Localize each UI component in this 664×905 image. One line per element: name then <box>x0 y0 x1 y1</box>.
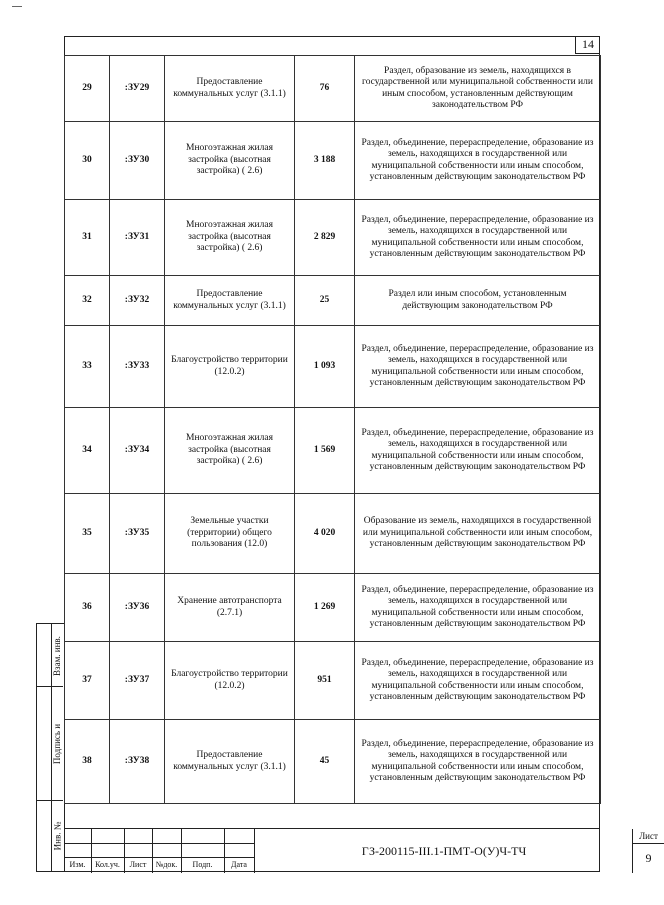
side-label-vzam-blank <box>37 624 51 687</box>
row-number: 37 <box>65 642 110 720</box>
row-number: 30 <box>65 122 110 200</box>
permitted-use: Предоставление коммунальных услуг (3.1.1) <box>165 56 295 122</box>
formation-method: Раздел, объединение, перераспределение, образование из земель, находящихся в государственной или муниципальной собственности или иным способом, установленным действующим законодательством РФ <box>355 642 601 720</box>
plot-area: 45 <box>295 720 355 804</box>
cadastral-id: :ЗУ32 <box>110 276 165 326</box>
formation-method: Раздел, объединение, перераспределение, образование из земель, находящихся в государственной или муниципальной собственности или иным способом, установленным действующим законодательством РФ <box>355 408 601 494</box>
permitted-use: Благоустройство территории (12.0.2) <box>165 642 295 720</box>
permitted-use: Предоставление коммунальных услуг (3.1.1) <box>165 720 295 804</box>
table-row <box>65 408 601 494</box>
permitted-use: Многоэтажная жилая застройка (высотная застройка) ( 2.6) <box>165 200 295 276</box>
formation-method: Раздел, объединение, перераспределение, образование из земель, находящихся в государственной или муниципальной собственности или иным способом, установленным действующим законодательством РФ <box>355 720 601 804</box>
corner-mark <box>12 6 22 7</box>
row-number: 32 <box>65 276 110 326</box>
table-row <box>65 494 601 574</box>
cadastral-id: :ЗУ35 <box>110 494 165 574</box>
plot-area: 76 <box>295 56 355 122</box>
table-row <box>65 56 601 122</box>
document-code: ГЗ-200115-III.1-ПМТ-О(У)Ч-ТЧ <box>254 829 633 873</box>
permitted-use: Земельные участки (территории) общего пользования (12.0) <box>165 494 295 574</box>
row-number: 31 <box>65 200 110 276</box>
side-label-podpis: Подпись и <box>52 723 62 765</box>
sheet-title: Лист <box>633 829 664 844</box>
side-approval-block <box>36 623 64 872</box>
side-divider <box>51 624 52 871</box>
stamp-label-izm: Изм. <box>69 860 86 869</box>
formation-method: Раздел, объединение, перераспределение, образование из земель, находящихся в государственной или муниципальной собственности или иным способом, установленным действующим законодательством РФ <box>355 122 601 200</box>
formation-method: Раздел, объединение, перераспределение, образование из земель, находящихся в государственной или муниципальной собственности или иным способом, установленным действующим законодательством РФ <box>355 574 601 642</box>
plot-area: 951 <box>295 642 355 720</box>
row-number: 38 <box>65 720 110 804</box>
plot-area: 1 569 <box>295 408 355 494</box>
permitted-use: Хранение автотранспорта (2.7.1) <box>165 574 295 642</box>
land-plots-table <box>64 55 601 804</box>
side-cell-vzam <box>37 624 63 687</box>
plot-area: 1 269 <box>295 574 355 642</box>
permitted-use: Благоустройство территории (12.0.2) <box>165 326 295 408</box>
row-number: 29 <box>65 56 110 122</box>
stamp-label-ndok: №док. <box>155 860 178 869</box>
plot-area: 25 <box>295 276 355 326</box>
row-number: 36 <box>65 574 110 642</box>
sheet-box <box>632 829 664 873</box>
stamp-label-podp: Подп. <box>192 860 213 869</box>
table-row <box>65 720 601 804</box>
cadastral-id: :ЗУ36 <box>110 574 165 642</box>
page-number-top: 14 <box>575 36 600 54</box>
table-row <box>65 642 601 720</box>
formation-method: Раздел, образование из земель, находящихся в государственной или муниципальной собственности или иным способом, установленным действующим законодательством РФ <box>355 56 601 122</box>
plot-area: 4 020 <box>295 494 355 574</box>
formation-method: Раздел, объединение, перераспределение, образование из земель, находящихся в государственной или муниципальной собственности или иным способом, установленным действующим законодательством РФ <box>355 326 601 408</box>
table-row <box>65 200 601 276</box>
table-row <box>65 326 601 408</box>
formation-method: Раздел, объединение, перераспределение, образование из земель, находящихся в государственной или муниципальной собственности или иным способом, установленным действующим законодательством РФ <box>355 200 601 276</box>
plot-area: 1 093 <box>295 326 355 408</box>
side-cell-inv <box>37 801 63 871</box>
row-number: 34 <box>65 408 110 494</box>
cadastral-id: :ЗУ34 <box>110 408 165 494</box>
formation-method: Образование из земель, находящихся в государственной или муниципальной собственности или иным способом, установленным действующим законодательством РФ <box>355 494 601 574</box>
cadastral-id: :ЗУ37 <box>110 642 165 720</box>
table-row <box>65 276 601 326</box>
side-label-inv: Инв. № <box>52 821 62 851</box>
sheet-number: 9 <box>645 851 652 865</box>
row-number: 33 <box>65 326 110 408</box>
side-label-vzam: Взам. инв. <box>52 635 63 676</box>
cadastral-id: :ЗУ31 <box>110 200 165 276</box>
table-row <box>65 122 601 200</box>
plot-area: 3 188 <box>295 122 355 200</box>
cadastral-id: :ЗУ30 <box>110 122 165 200</box>
row-number: 35 <box>65 494 110 574</box>
permitted-use: Предоставление коммунальных услуг (3.1.1) <box>165 276 295 326</box>
stamp-label-data: Дата <box>231 860 247 869</box>
stamp-label-list: Лист <box>129 860 147 869</box>
cadastral-id: :ЗУ38 <box>110 720 165 804</box>
cadastral-id: :ЗУ33 <box>110 326 165 408</box>
title-block-grid <box>64 829 254 873</box>
permitted-use: Многоэтажная жилая застройка (высотная застройка) ( 2.6) <box>165 408 295 494</box>
permitted-use: Многоэтажная жилая застройка (высотная застройка) ( 2.6) <box>165 122 295 200</box>
formation-method: Раздел или иным способом, установленным действующим законодательством РФ <box>355 276 601 326</box>
table-row <box>65 574 601 642</box>
title-block <box>64 828 658 872</box>
side-cell-podpis <box>37 687 63 801</box>
cadastral-id: :ЗУ29 <box>110 56 165 122</box>
plot-area: 2 829 <box>295 200 355 276</box>
stamp-label-kol-uch: Кол.уч. <box>95 860 120 869</box>
